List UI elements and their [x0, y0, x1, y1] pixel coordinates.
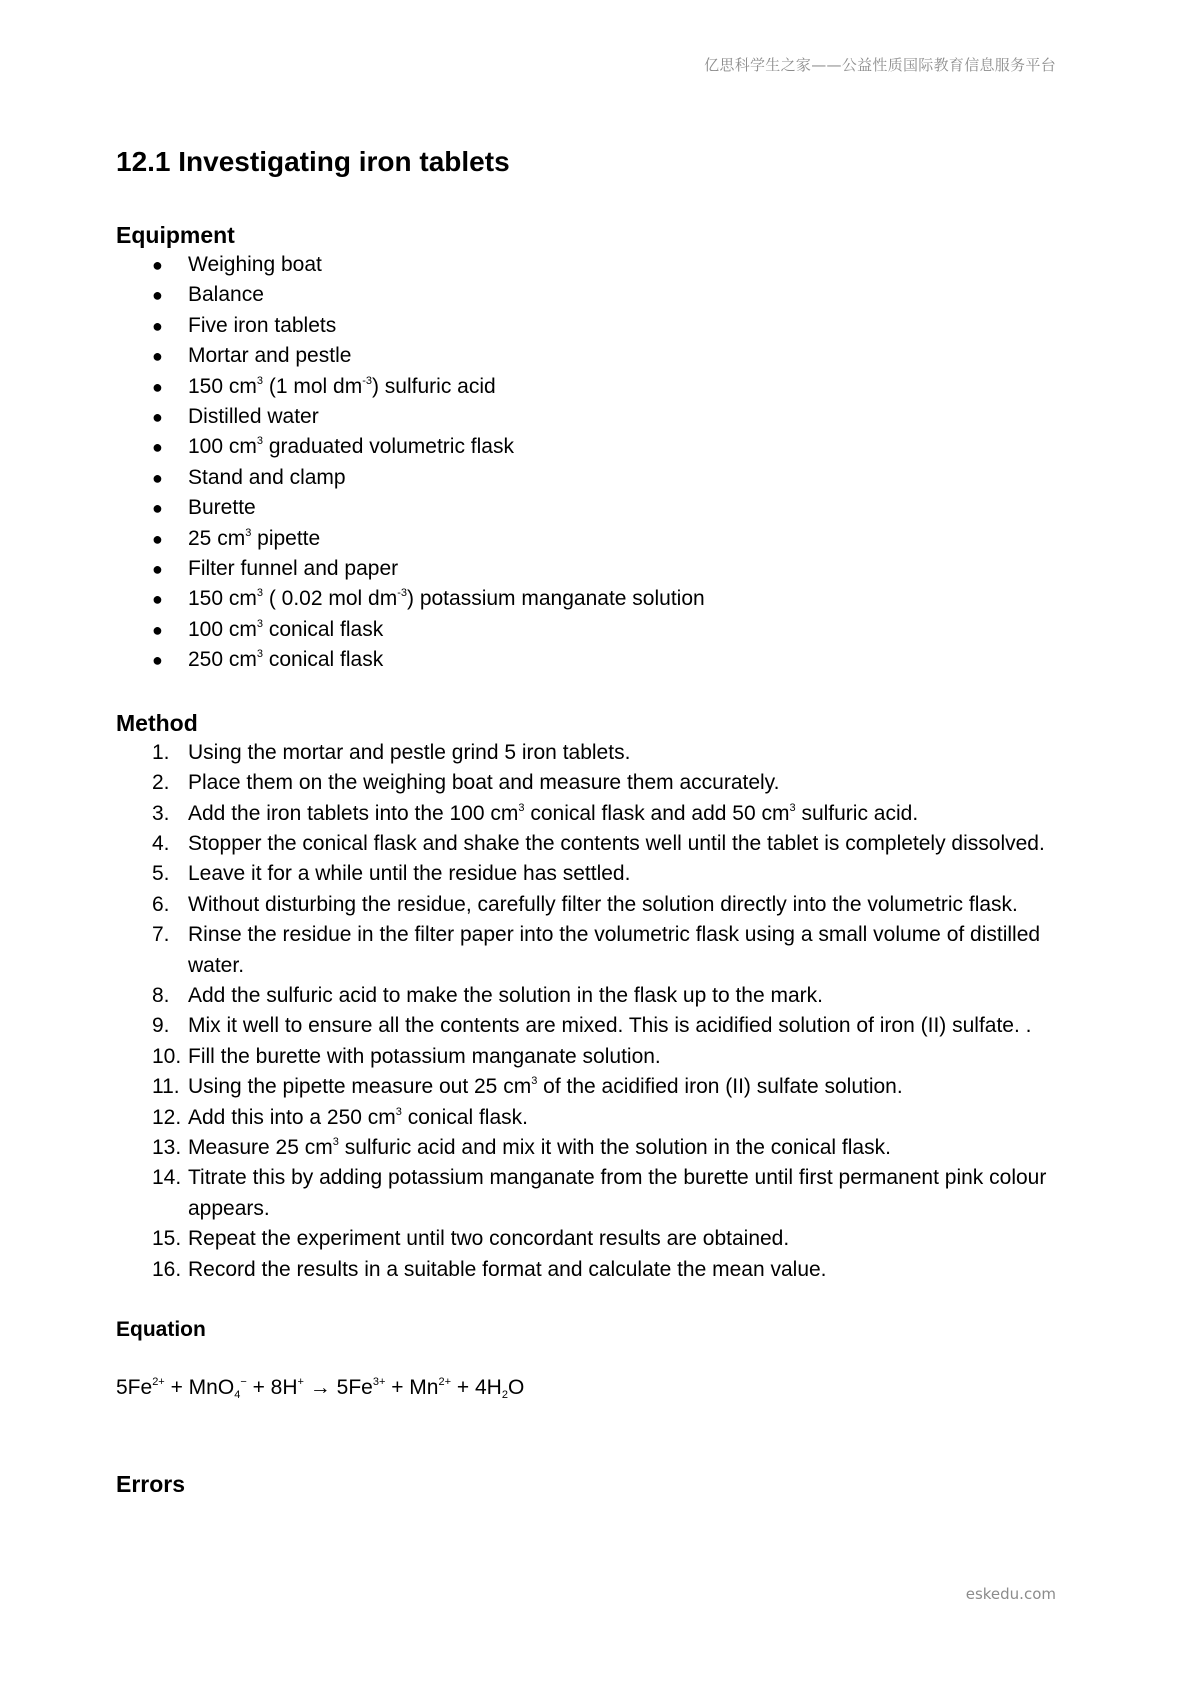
method-step-text: Add the sulfuric acid to make the solution in the flask up to the mark. [188, 983, 824, 1007]
step-number: 9. [152, 1014, 170, 1038]
equipment-item-text: Stand and clamp [188, 465, 346, 489]
bullet-icon: ● [152, 498, 163, 519]
method-step-text: Mix it well to ensure all the contents are mixed. This is acidified solution of iron (II) sulfate. . [188, 1014, 1032, 1038]
method-step-text: Add the iron tablets into the 100 $cm^3$ conical flask and add 50 $cm^3$ sulfuric acid. [188, 801, 919, 825]
step-number: 14. [152, 1166, 182, 1190]
method-step-text: Measure 25 $cm^3$ sulfuric acid and mix it with the solution in the conical flask. [188, 1135, 891, 1159]
method-step [116, 859, 1096, 889]
method-step [116, 1072, 1096, 1102]
method-step [116, 1224, 1096, 1254]
document-page [116, 140, 1096, 1499]
equipment-item [116, 463, 1096, 493]
footer-site-url: eskedu.com [965, 1585, 1056, 1603]
equipment-item [116, 250, 1096, 280]
equipment-item [116, 554, 1096, 584]
method-step [116, 1255, 1096, 1285]
method-list [116, 738, 1096, 1285]
equipment-item [116, 524, 1096, 554]
equipment-item [116, 402, 1096, 432]
method-step-text: Place them on the weighing boat and measure them accurately. [188, 771, 780, 795]
bullet-icon: ● [152, 589, 163, 610]
equipment-heading: Equipment [116, 222, 235, 248]
bullet-icon: ● [152, 407, 163, 428]
equipment-item [116, 432, 1096, 462]
step-number: 16. [152, 1257, 182, 1281]
step-number: 2. [152, 771, 170, 795]
method-step [116, 1103, 1096, 1133]
equipment-item [116, 493, 1096, 523]
method-step [116, 1163, 1096, 1224]
method-step-text: Rinse the residue in the filter paper into the volumetric flask using a small volume of distilled water. [188, 923, 1041, 977]
method-step-text: Using the mortar and pestle grind 5 iron tablets. [188, 740, 631, 764]
equipment-item-text: 250 $cm^3$ conical flask [188, 648, 384, 672]
bullet-icon: ● [152, 528, 163, 549]
equipment-item-text: Five iron tablets [188, 313, 337, 337]
equipment-item-text: Distilled water [188, 405, 319, 429]
method-step-text: Add this into a 250 $cm^3$ conical flask. [188, 1105, 528, 1129]
errors-heading: Errors [116, 1471, 186, 1497]
step-number: 3. [152, 801, 170, 825]
step-number: 1. [152, 740, 170, 764]
equation-heading: Equation [116, 1318, 206, 1341]
bullet-icon: ● [152, 467, 163, 488]
method-step-text: Titrate this by adding potassium manganate from the burette until first permanent pink colour appears. [188, 1166, 1047, 1220]
bullet-icon: ● [152, 255, 163, 275]
bullet-icon: ● [152, 650, 163, 671]
step-number: 11. [152, 1075, 180, 1099]
equipment-item [116, 615, 1096, 645]
equipment-list [116, 250, 1096, 676]
step-number: 6. [152, 892, 170, 916]
method-heading: Method [116, 709, 198, 736]
bullet-icon: ● [152, 315, 163, 336]
method-step-text: Stopper the conical flask and shake the contents well until the tablet is completely dissolved. [188, 831, 1045, 855]
method-step-text: Using the pipette measure out 25 $cm^3$ of the acidified iron (II) sulfate solution. [188, 1075, 903, 1099]
equipment-item [116, 280, 1096, 310]
equipment-item-text: Burette [188, 496, 256, 520]
equipment-item [116, 341, 1096, 371]
equipment-item [116, 372, 1096, 402]
step-number: 12. [152, 1105, 182, 1129]
bullet-icon: ● [152, 437, 163, 458]
equipment-item-text: 100 $cm^3$ graduated volumetric flask [188, 435, 514, 459]
equipment-item-text: Mortar and pestle [188, 344, 352, 368]
method-step [116, 1133, 1096, 1163]
method-step [116, 799, 1096, 829]
header-site-name: 亿思科学生之家——公益性质国际教育信息服务平台 [704, 56, 1056, 74]
equipment-item-text: 25 $cm^3$ pipette [188, 526, 321, 550]
equipment-item-text: Filter funnel and paper [188, 557, 399, 581]
step-number: 15. [152, 1227, 182, 1251]
bullet-icon: ● [152, 346, 163, 367]
step-number: 4. [152, 831, 170, 855]
method-step [116, 768, 1096, 798]
equipment-item [116, 311, 1096, 341]
method-step [116, 890, 1096, 920]
page-title: 12.1 Investigating iron tablets [116, 146, 510, 177]
method-step-text: Fill the burette with potassium manganate solution. [188, 1044, 661, 1068]
method-step [116, 829, 1096, 859]
method-step-text: Record the results in a suitable format and calculate the mean value. [188, 1257, 827, 1281]
method-step [116, 981, 1096, 1011]
equipment-item-text: 150 $cm^3$ ( 0.02 mol $dm^{-3}$) potassium manganate solution [188, 587, 705, 611]
method-step-text: Leave it for a while until the residue has settled. [188, 862, 631, 886]
bullet-icon: ● [152, 285, 163, 306]
step-number: 5. [152, 862, 170, 886]
method-step [116, 1011, 1096, 1041]
equipment-item [116, 645, 1096, 675]
equipment-item-text: Weighing boat [188, 253, 322, 276]
bullet-icon: ● [152, 376, 163, 397]
equipment-item [116, 584, 1096, 614]
chemical-equation: $5Fe^{2+} + MnO_4^- + 8H^+ \to 5Fe^{3+} + Mn^{2+} + 4H_2O$ [116, 1376, 525, 1401]
step-number: 13. [152, 1135, 182, 1159]
method-step [116, 920, 1096, 981]
method-step [116, 738, 1096, 768]
equipment-item-text: 150 $cm^3$ (1 mol $dm^{-3}$) sulfuric acid [188, 374, 496, 398]
step-number: 7. [152, 923, 170, 947]
equipment-item-text: Balance [188, 283, 264, 307]
bullet-icon: ● [152, 559, 163, 580]
method-step [116, 1042, 1096, 1072]
equipment-item-text: 100 $cm^3$ conical flask [188, 617, 384, 641]
bullet-icon: ● [152, 619, 163, 640]
step-number: 10. [152, 1044, 182, 1068]
step-number: 8. [152, 983, 170, 1007]
method-step-text: Repeat the experiment until two concordant results are obtained. [188, 1227, 790, 1251]
method-step-text: Without disturbing the residue, carefully filter the solution directly into the volumetric flask. [188, 892, 1018, 916]
